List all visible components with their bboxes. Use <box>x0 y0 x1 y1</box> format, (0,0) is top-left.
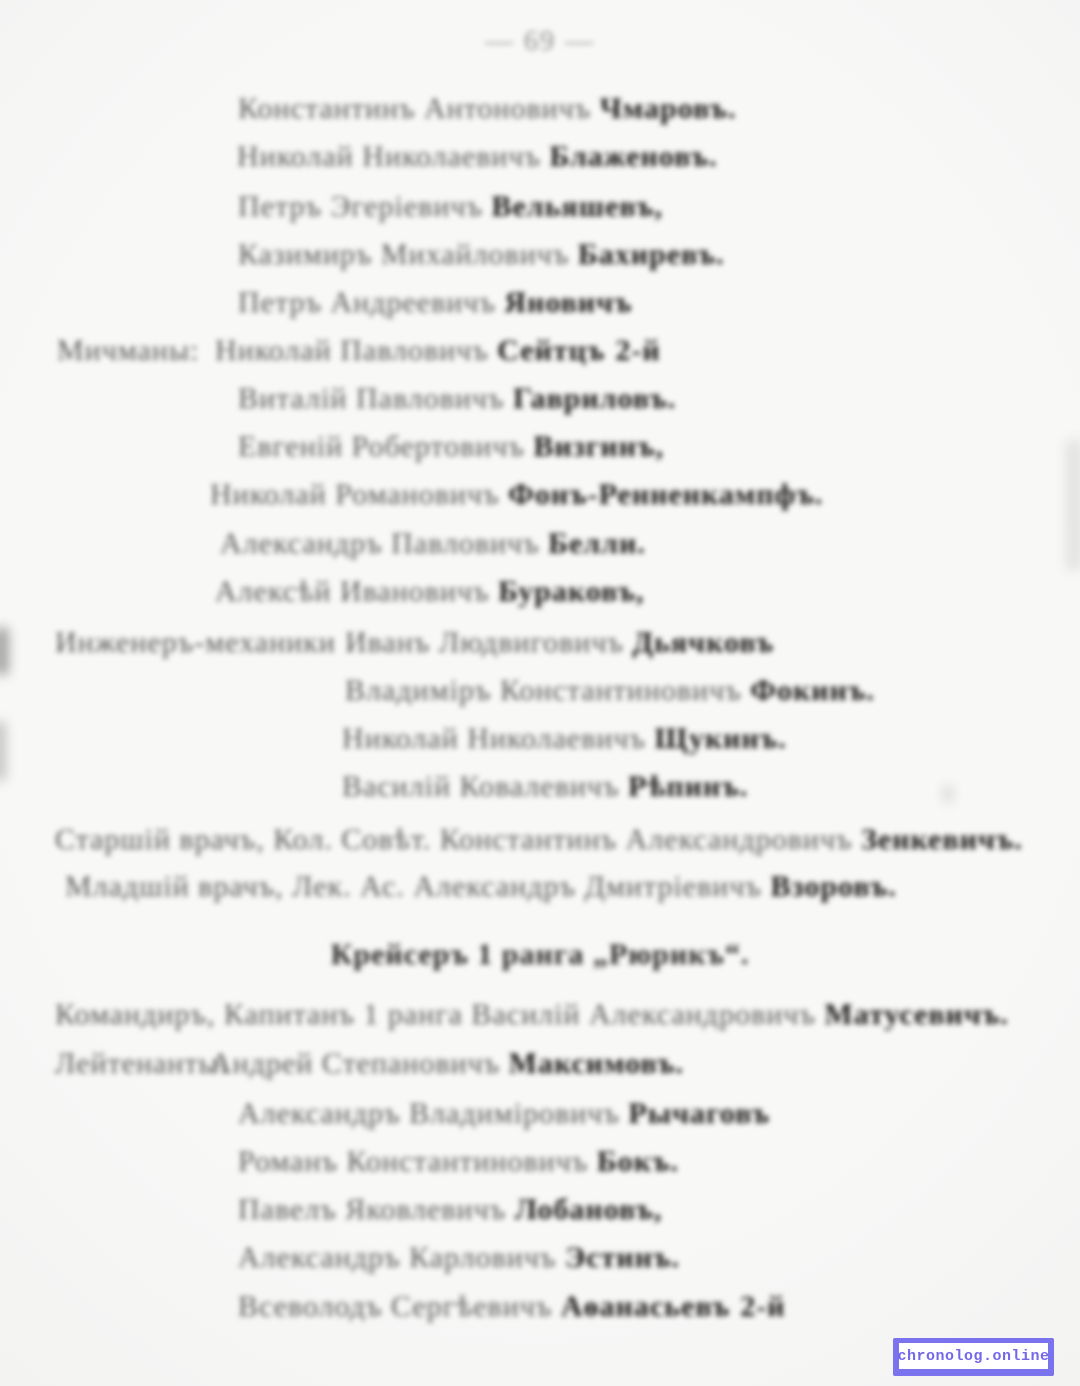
officer-entry: Александръ Владиміровичъ Рычаговъ <box>238 1097 771 1130</box>
officer-entry: Андрей Степановичъ Максимовъ. <box>210 1047 684 1080</box>
officer-entry: Николай Павловичъ Сейтцъ 2-й <box>215 334 661 367</box>
rank-label-michmany: Мичманы: <box>57 334 200 367</box>
scan-artifact <box>0 628 8 674</box>
rank-label-engineers: Инженеръ-механики <box>55 626 336 659</box>
ship-section-heading: Крейсеръ 1 ранга „Рюрикъ“. <box>330 938 750 971</box>
scan-artifact <box>945 786 951 802</box>
officer-entry: Николай Николаевичъ Блаженовъ. <box>237 140 718 173</box>
officer-entry: Иванъ Людвиговичъ Дьячковъ <box>345 626 775 659</box>
officer-entry: Евгеній Робертовичъ Визгинъ, <box>238 430 664 463</box>
officer-entry: Виталій Павловичъ Гавриловъ. <box>238 382 677 415</box>
page-number: — 69 — <box>485 26 595 57</box>
officer-entry: Петръ Андреевичъ Яновичъ <box>238 286 633 319</box>
officer-entry: Николай Романовичъ Фонъ-Ренненкампфъ. <box>210 478 824 511</box>
officer-entry: Александръ Павловичъ Белли. <box>220 527 646 560</box>
junior-doctor-entry: Младшій врачъ, Лек. Ас. Александръ Дмитріевичъ Взоровъ. <box>65 870 897 903</box>
officer-entry: Казимиръ Михайловичъ Бахиревъ. <box>238 238 725 271</box>
officer-entry: Владиміръ Константиновичъ Фокинъ. <box>345 674 875 707</box>
officer-entry: Николай Николаевичъ Щукинъ. <box>342 722 787 755</box>
officer-entry: Всеволодъ Сергѣевичъ Аѳанасьевъ 2-й <box>238 1290 786 1323</box>
officer-entry: Алексѣй Ивановичъ Бураковъ, <box>215 575 645 608</box>
officer-entry: Петръ Эгеріевичъ Вельяшевъ, <box>238 190 663 223</box>
rank-label-lieutenants: Лейтенанты: <box>55 1047 229 1080</box>
officer-entry: Александръ Карловичъ Эстинъ. <box>238 1241 680 1274</box>
scan-artifact <box>1066 440 1080 570</box>
officer-entry: Константинъ Антоновичъ Чмаровъ. <box>238 92 737 125</box>
scan-artifact <box>0 722 5 780</box>
officer-entry: Романъ Константиновичъ Бокъ. <box>238 1145 679 1178</box>
senior-doctor-entry: Старшій врачъ, Кол. Совѣт. Константинъ Александровичъ Зенкевичъ. <box>55 823 1023 856</box>
watermark-text: chronolog.online <box>899 1343 1048 1369</box>
commander-entry: Командиръ, Капитанъ 1 ранга Василій Александровичъ Матусевичъ. <box>55 998 1009 1031</box>
officer-entry: Павелъ Яковлевичъ Лобановъ, <box>238 1193 663 1226</box>
watermark-stamp <box>893 1338 1054 1376</box>
officer-entry: Василій Ковалевичъ Рѣпинъ. <box>342 770 749 803</box>
